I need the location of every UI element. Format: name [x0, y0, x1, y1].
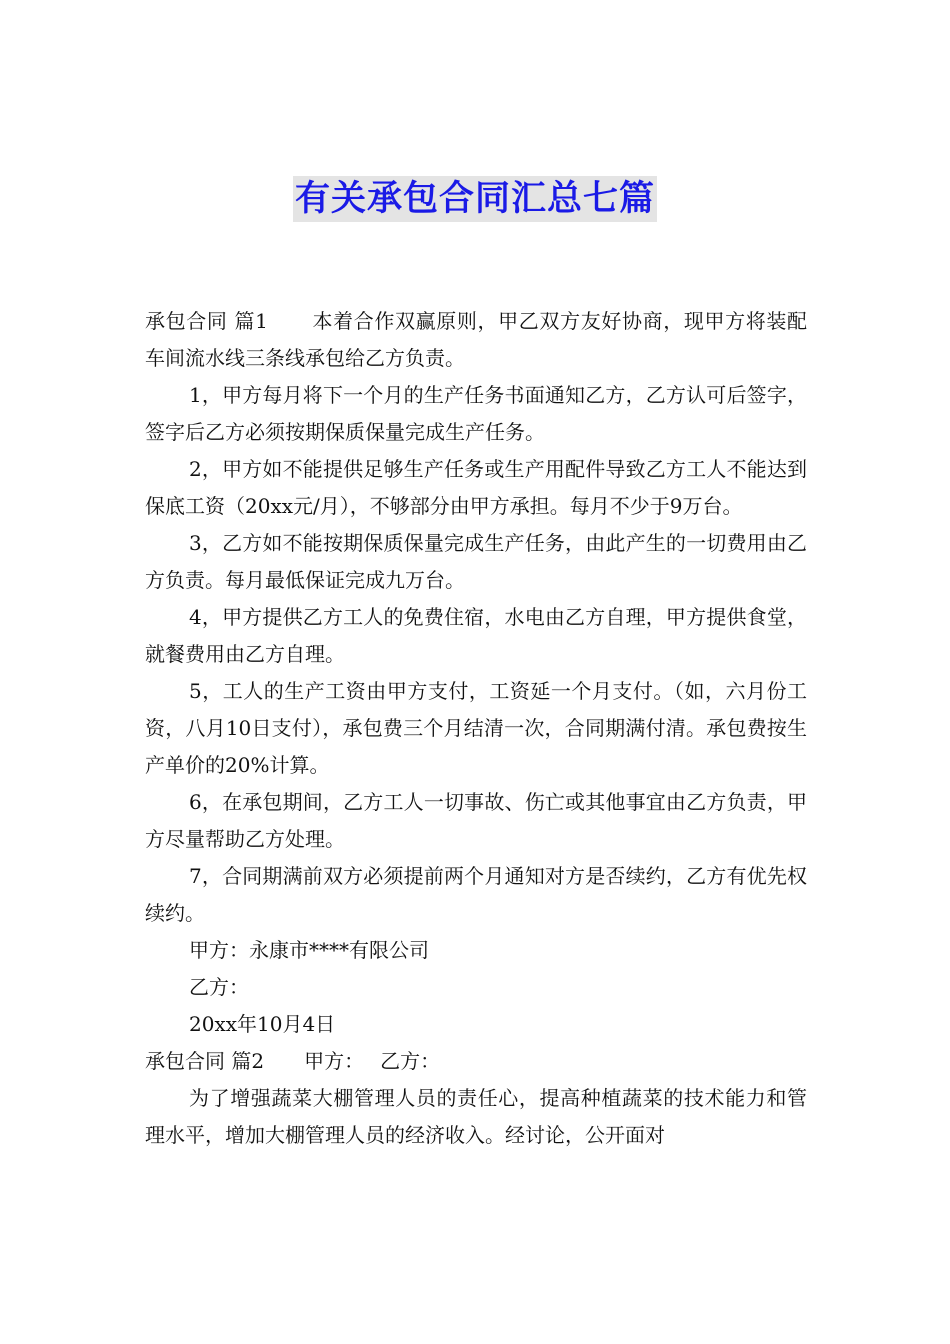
clause-1: 1，甲方每月将下一个月的生产任务书面通知乙方，乙方认可后签字，签字后乙方必须按期保质保量完成生产任务。: [145, 383, 807, 444]
document-title: 有关承包合同汇总七篇: [293, 176, 657, 222]
clause-2: 2，甲方如不能提供足够生产任务或生产用配件导致乙方工人不能达到保底工资（20xx元/月），不够部分由甲方承担。每月不少于9万台。: [145, 457, 807, 518]
section1-intro: 本着合作双赢原则，甲乙双方友好协商，现甲方将装配车间流水线三条线承包给乙方负责。: [145, 309, 807, 370]
party-a-signature: 甲方：永康市****有限公司: [189, 938, 429, 962]
section2-party-a: 甲方：: [304, 1049, 365, 1073]
signing-date: 20xx年10月4日: [189, 1012, 336, 1036]
section2-heading-line: [145, 1043, 807, 1080]
section1-heading: 承包合同 篇1: [145, 309, 268, 333]
section2-party-b: 乙方：: [380, 1049, 441, 1073]
section2-heading: 承包合同 篇2: [145, 1049, 265, 1073]
section1-intro-paragraph: [145, 303, 807, 377]
clause-7: 7，合同期满前双方必须提前两个月通知对方是否续约，乙方有优先权续约。: [145, 864, 807, 925]
section2-intro: 为了增强蔬菜大棚管理人员的责任心，提高种植蔬菜的技术能力和管理水平，增加大棚管理人员的经济收入。经讨论，公开面对: [145, 1086, 807, 1147]
document-body: [145, 303, 807, 1154]
clause-6: 6，在承包期间，乙方工人一切事故、伤亡或其他事宜由乙方负责，甲方尽量帮助乙方处理。: [145, 790, 807, 851]
title-container: [0, 176, 950, 222]
clause-5: 5，工人的生产工资由甲方支付，工资延一个月支付。（如，六月份工资，八月10日支付），承包费三个月结清一次，合同期满付清。承包费按生产单价的20%计算。: [145, 679, 807, 777]
clause-3: 3，乙方如不能按期保质保量完成生产任务，由此产生的一切费用由乙方负责。每月最低保证完成九万台。: [145, 531, 807, 592]
party-b-signature: 乙方：: [189, 975, 249, 999]
clause-4: 4，甲方提供乙方工人的免费住宿，水电由乙方自理，甲方提供食堂，就餐费用由乙方自理。: [145, 605, 807, 666]
